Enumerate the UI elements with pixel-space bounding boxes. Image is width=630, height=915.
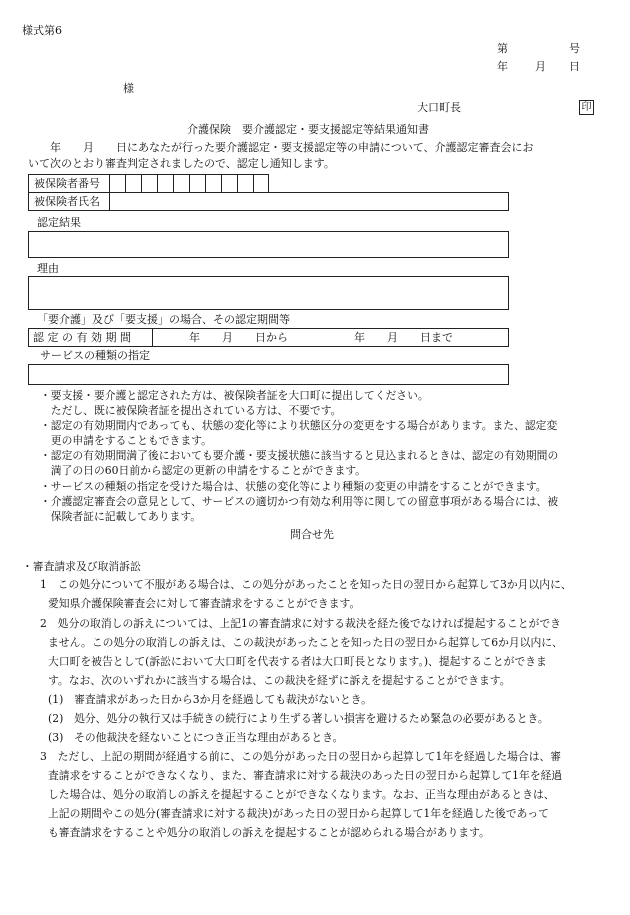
insured-name-label: 被保険者氏名 <box>34 195 100 208</box>
note-line: ただし、既に被保険者証を提出されている方は、不要です。 <box>40 404 342 417</box>
form-number: 様式第6 <box>22 24 62 37</box>
note-line: ・サービスの種類の指定を受けた場合は、状態の変化等により種類の変更の申請をすることができます。 <box>40 480 547 493</box>
appeal-line: (3) その他裁決を経ないことにつき正当な理由があるとき。 <box>48 731 344 744</box>
insured-number-cell[interactable] <box>253 175 254 192</box>
appeal-line: 2 処分の取消しの訴えについては、上記1の審査請求に対する裁決を経た後でなければ提起することができ <box>40 617 561 630</box>
appeal-line: 1 この処分について不服がある場合は、この処分があったことを知った日の翌日から起算して3か月以内に、 <box>40 578 572 591</box>
note-line: 更の申請をすることもできます。 <box>40 434 212 447</box>
date-year-label: 年 <box>497 60 508 73</box>
appeal-line: 査請求をすることができなくなり、また、審査請求に対する裁決のあった日の翌日から起算して1年を経過 <box>48 769 563 782</box>
note-line: ・介護認定審査会の意見として、サービスの適切かつ有効な利用等に関しての留意事項がある場合には、被 <box>40 495 559 508</box>
appeal-heading: ・審査請求及び取消訴訟 <box>22 560 141 573</box>
period-to: 年 月 日まで <box>354 331 453 344</box>
number-label-dai: 第 <box>497 42 508 55</box>
contact-label: 問合せ先 <box>290 528 334 541</box>
date-month-label: 月 <box>535 60 546 73</box>
insured-number-cell[interactable] <box>125 175 126 192</box>
insured-number-cell[interactable] <box>157 175 158 192</box>
insured-number-row <box>28 174 269 193</box>
date-day-label: 日 <box>569 60 580 73</box>
appeal-line: 上記の期間やこの処分(審査請求に対する裁決)があった日の翌日から起算して1年を経過した後であって <box>48 807 549 820</box>
appeal-line: した場合は、処分の取消しの訴えを提起することができなくなります。なお、正当な理由があるときは、 <box>48 788 555 801</box>
note-line: ・要支援・要介護と認定された方は、被保険者証を大口町に提出してください。 <box>40 389 429 402</box>
insured-number-cell[interactable] <box>205 175 206 192</box>
appeal-line: ません。この処分の取消しの訴えは、この裁決があったことを知った日の翌日から起算して6か月以内に、 <box>48 636 563 649</box>
insured-number-cell[interactable] <box>221 175 222 192</box>
insured-name-row <box>28 192 509 211</box>
note-line: ・認定の有効期間内であっても、状態の変化等により状態区分の変更をする場合があります。また、認定変 <box>40 419 558 432</box>
insured-number-cell[interactable] <box>109 175 110 192</box>
appeal-line: も審査請求をすることや処分の取消しの訴えを提起することが認められる場合があります。 <box>48 826 490 839</box>
result-box[interactable] <box>28 231 509 258</box>
note-line: 満了の日の60日前から認定の更新の申請をすることができます。 <box>40 464 366 477</box>
note-line: 保険者証に記載してあります。 <box>40 510 202 523</box>
insured-number-label: 被保険者番号 <box>34 177 100 190</box>
period-divider <box>152 329 153 346</box>
insured-name-field[interactable] <box>109 193 110 210</box>
reason-label: 理由 <box>37 262 59 275</box>
period-heading: 「要介護」及び「要支援」の場合、その認定期間等 <box>37 313 290 326</box>
appeal-line: (1) 審査請求があった日から3か月を経過しても裁決がないとき。 <box>48 693 372 706</box>
seal-stamp: 印 <box>579 100 594 115</box>
period-row <box>28 328 509 347</box>
note-line: ・認定の有効期間満了後においても要介護・要支援状態に該当すると見込まれるときは、認定の有効期間の <box>40 449 559 462</box>
insured-number-cell[interactable] <box>141 175 142 192</box>
service-box[interactable] <box>28 364 509 385</box>
appeal-line: す。なお、次のいずれかに該当する場合は、この裁決を経ずに訴えを提起することができます。 <box>48 674 511 687</box>
intro-line-1: 年 月 日にあなたが行った要介護認定・要支援認定等の申請について、介護認定審査会にお <box>28 141 534 154</box>
period-label: 認 定 の 有 効 期 間 <box>33 331 131 344</box>
reason-box[interactable] <box>28 276 509 310</box>
intro-line-2: いて次のとおり審査判定されましたので、認定し通知します。 <box>28 157 335 170</box>
addressee-suffix: 様 <box>123 82 134 95</box>
document-title: 介護保険 要介護認定・要支援認定等結果通知書 <box>187 123 429 136</box>
appeal-line: (2) 処分、処分の執行又は手続きの続行により生ずる著しい損害を避けるため緊急の必要があるとき。 <box>48 712 549 725</box>
period-from: 年 月 日から <box>189 331 288 344</box>
issuer-name: 大口町長 <box>417 101 461 114</box>
insured-number-cell[interactable] <box>237 175 238 192</box>
appeal-line: 大口町を被告として(訴訟において大口町を代表する者は大口町長となります。)、提起することができま <box>48 655 547 668</box>
number-label-go: 号 <box>569 42 580 55</box>
result-label: 認定結果 <box>37 216 81 229</box>
insured-number-cell[interactable] <box>189 175 190 192</box>
appeal-line: 愛知県介護保険審査会に対して審査請求をすることができます。 <box>48 597 361 610</box>
insured-number-cell[interactable] <box>173 175 174 192</box>
appeal-line: 3 ただし、上記の期間が経過する前に、この処分があった日の翌日から起算して1年を経過した場合は、審 <box>40 750 562 763</box>
service-label: サービスの種類の指定 <box>40 349 150 362</box>
